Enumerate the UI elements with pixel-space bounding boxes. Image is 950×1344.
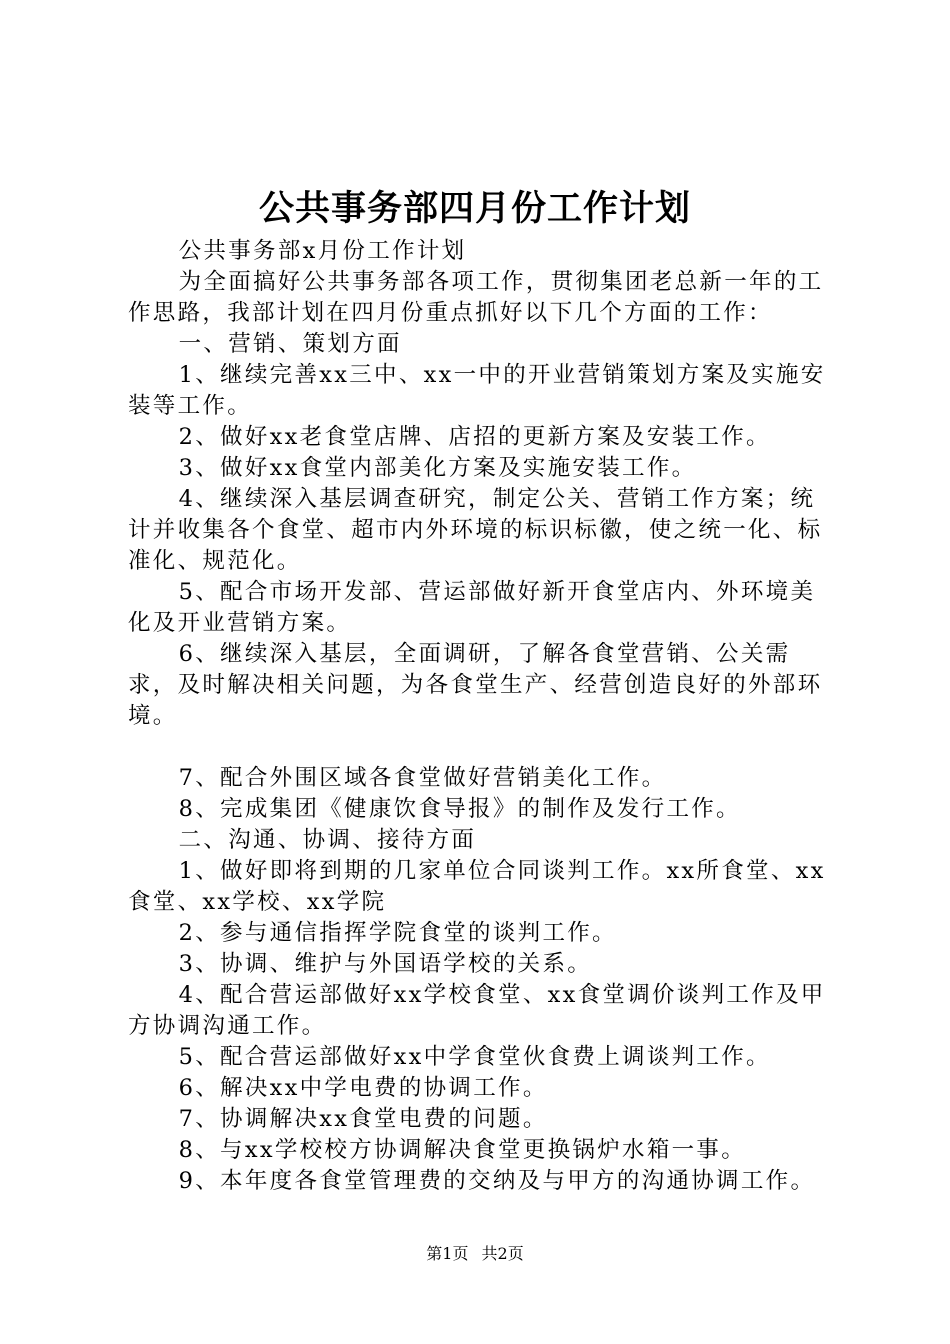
list-item: 1、做好即将到期的几家单位合同谈判工作。xx所食堂、xx食堂、xx学校、xx学院	[128, 858, 826, 915]
list-item: 4、继续深入基层调查研究，制定公关、营销工作方案；统计并收集各个食堂、超市内外环境的标识标徽，使之统一化、标准化、规范化。	[128, 486, 823, 574]
list-item: 2、做好xx老食堂店牌、店招的更新方案及安装工作。	[178, 424, 771, 450]
document-body	[128, 236, 840, 1197]
list-item: 8、完成集团《健康饮食导报》的制作及发行工作。	[178, 796, 741, 822]
document-title: 公共事务部四月份工作计划	[258, 188, 691, 229]
list-item: 4、配合营运部做好xx学校食堂、xx食堂调价谈判工作及甲方协调沟通工作。	[128, 982, 826, 1039]
list-item: 6、继续深入基层，全面调研，了解各食堂营销、公关需求，及时解决相关问题，为各食堂生产、经营创造良好的外部环境。	[128, 641, 823, 729]
section-heading-marketing: 一、营销、策划方面	[178, 331, 402, 357]
list-item: 5、配合营运部做好xx中学食堂伙食费上调谈判工作。	[178, 1044, 771, 1070]
list-item: 8、与xx学校校方协调解决食堂更换锅炉水箱一事。	[178, 1137, 747, 1163]
list-item: 7、配合外围区域各食堂做好营销美化工作。	[178, 765, 667, 791]
page-number-current: 第1页	[426, 1244, 469, 1263]
list-item: 6、解决xx中学电费的协调工作。	[178, 1075, 548, 1101]
paragraph-subtitle: 公共事务部x月份工作计划	[178, 238, 467, 264]
list-item: 1、继续完善xx三中、xx一中的开业营销策划方案及实施安装等工作。	[128, 362, 826, 419]
list-item: 7、协调解决xx食堂电费的问题。	[178, 1106, 548, 1132]
page-number-total: 共2页	[481, 1244, 524, 1263]
section-heading-communication: 二、沟通、协调、接待方面	[178, 827, 477, 853]
list-item: 9、本年度各食堂管理费的交纳及与甲方的沟通协调工作。	[178, 1168, 816, 1194]
list-item: 5、配合市场开发部、营运部做好新开食堂店内、外环境美化及开业营销方案。	[128, 579, 816, 636]
list-item: 2、参与通信指挥学院食堂的谈判工作。	[178, 920, 617, 946]
list-item: 3、做好xx食堂内部美化方案及实施安装工作。	[178, 455, 697, 481]
paragraph-intro: 为全面搞好公共事务部各项工作，贯彻集团老总新一年的工作思路，我部计划在四月份重点抓好以下几个方面的工作：	[128, 269, 824, 326]
list-item: 3、协调、维护与外国语学校的关系。	[178, 951, 593, 977]
page-footer	[0, 1244, 950, 1264]
